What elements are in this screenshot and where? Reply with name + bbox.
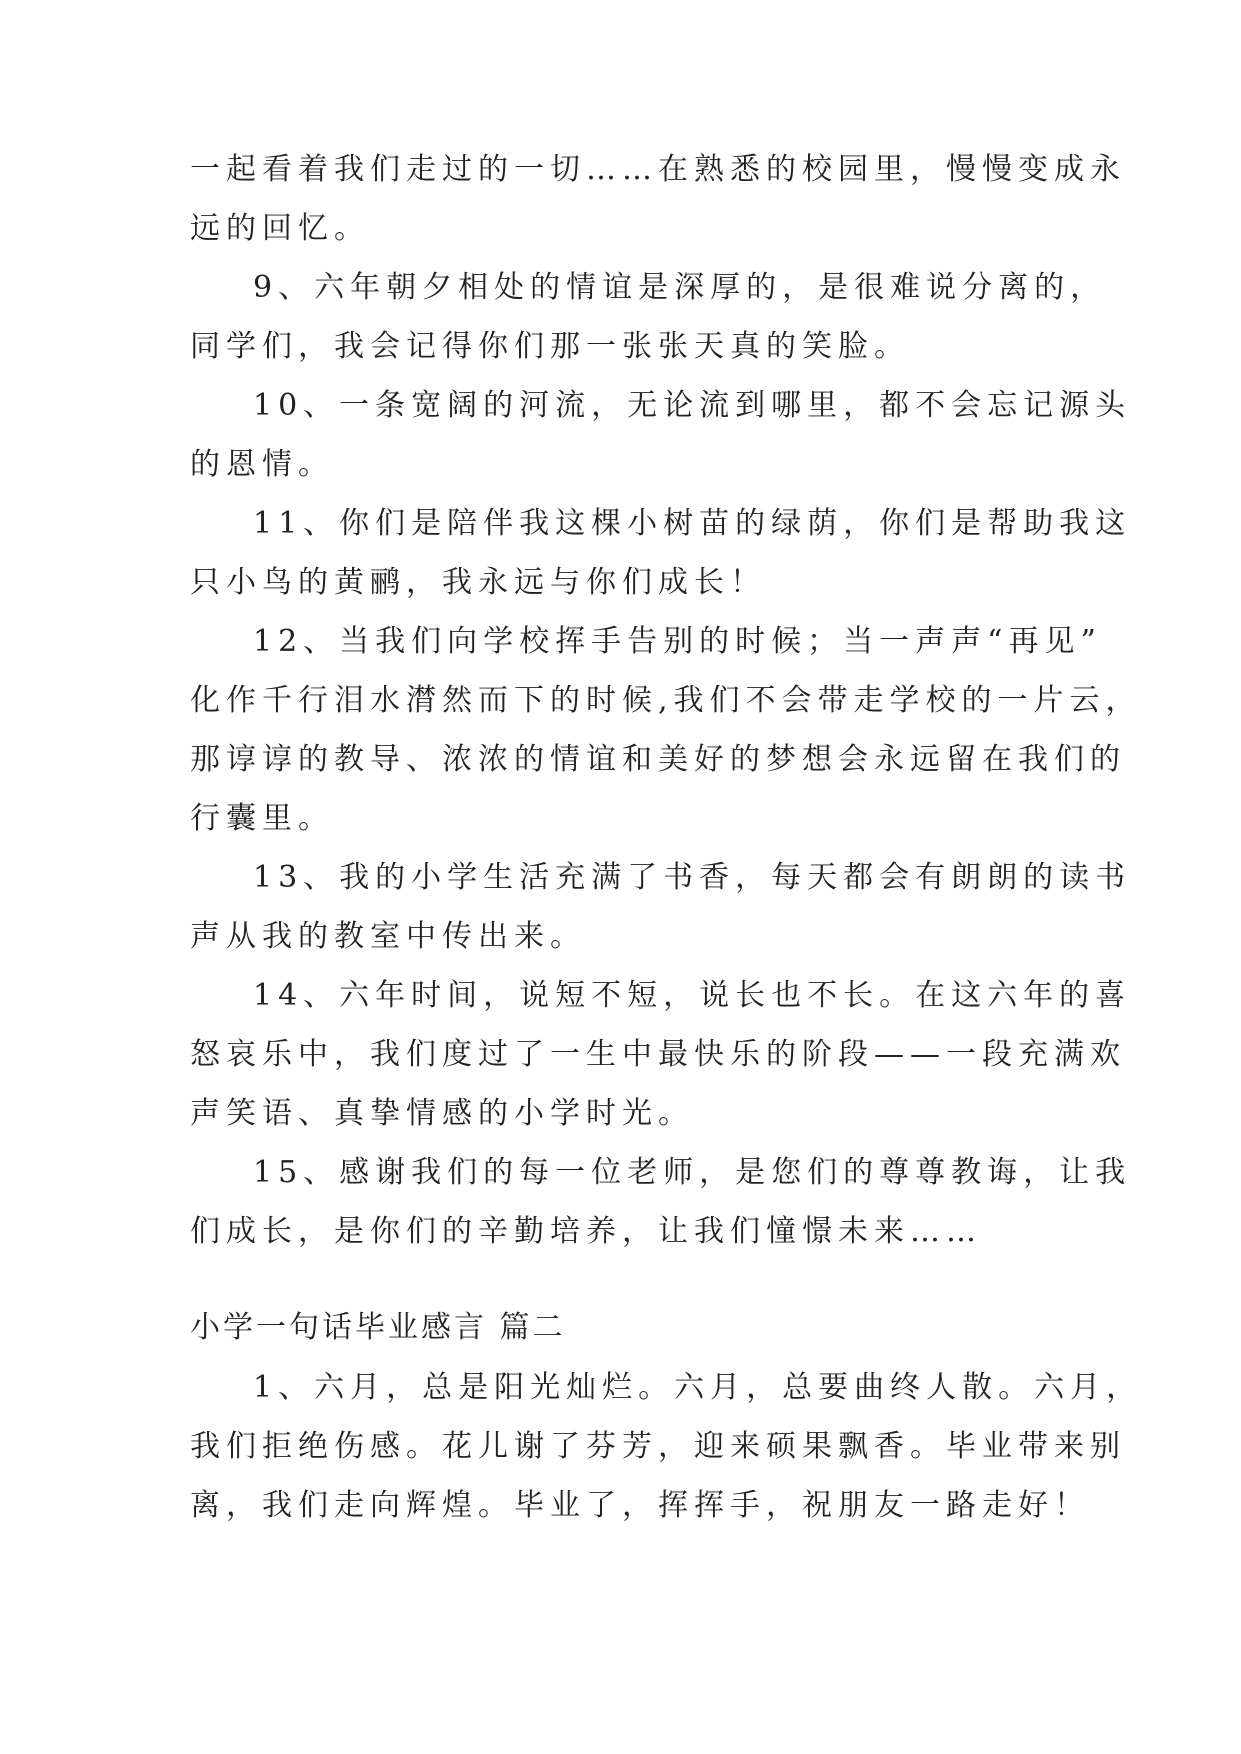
paragraph-10-start: 10、一条宽阔的河流，无论流到哪里，都不会忘记源头: [253, 388, 1132, 423]
text-line: 我们拒绝伤感。花儿谢了芬芳，迎来硕果飘香。毕业带来别: [190, 1429, 1126, 1464]
paragraph-13-start: 13、我的小学生活充满了书香，每天都会有朗朗的读书: [253, 860, 1132, 895]
paragraph-9-start: 9、六年朝夕相处的情谊是深厚的，是很难说分离的，: [253, 270, 1107, 305]
text-line: 声笑语、真挚情感的小学时光。: [190, 1096, 694, 1131]
paragraph-11-start: 11、你们是陪伴我这棵小树苗的绿荫，你们是帮助我这: [253, 506, 1132, 541]
section-heading: 小学一句话毕业感言 篇二: [190, 1310, 566, 1345]
text-line: 行囊里。: [190, 801, 334, 836]
text-line: 一起看着我们走过的一切……在熟悉的校园里，慢慢变成永: [190, 152, 1126, 187]
text-line: 只小鸟的黄鹂，我永远与你们成长！: [190, 565, 766, 600]
paragraph-1-start: 1、六月，总是阳光灿烂。六月，总要曲终人散。六月，: [253, 1370, 1143, 1405]
text-line: 们成长，是你们的辛勤培养，让我们憧憬未来……: [190, 1214, 982, 1249]
paragraph-14-start: 14、六年时间，说短不短，说长也不长。在这六年的喜: [253, 978, 1132, 1013]
text-line: 同学们，我会记得你们那一张张天真的笑脸。: [190, 329, 910, 364]
text-line: 声从我的教室中传出来。: [190, 919, 586, 954]
text-line: 离，我们走向辉煌。毕业了，挥挥手，祝朋友一路走好！: [190, 1488, 1090, 1523]
text-line: 的恩情。: [190, 447, 334, 482]
text-line: 远的回忆。: [190, 211, 370, 246]
text-line: 怒哀乐中，我们度过了一生中最快乐的阶段——一段充满欢: [190, 1037, 1126, 1072]
text-line: 那谆谆的教导、浓浓的情谊和美好的梦想会永远留在我们的: [190, 742, 1126, 777]
text-line: 化作千行泪水潸然而下的时候,我们不会带走学校的一片云，: [190, 683, 1142, 718]
paragraph-15-start: 15、感谢我们的每一位老师，是您们的尊尊教诲，让我: [253, 1155, 1132, 1190]
paragraph-12-start: 12、当我们向学校挥手告别的时候；当一声声“再见”: [253, 624, 1102, 659]
